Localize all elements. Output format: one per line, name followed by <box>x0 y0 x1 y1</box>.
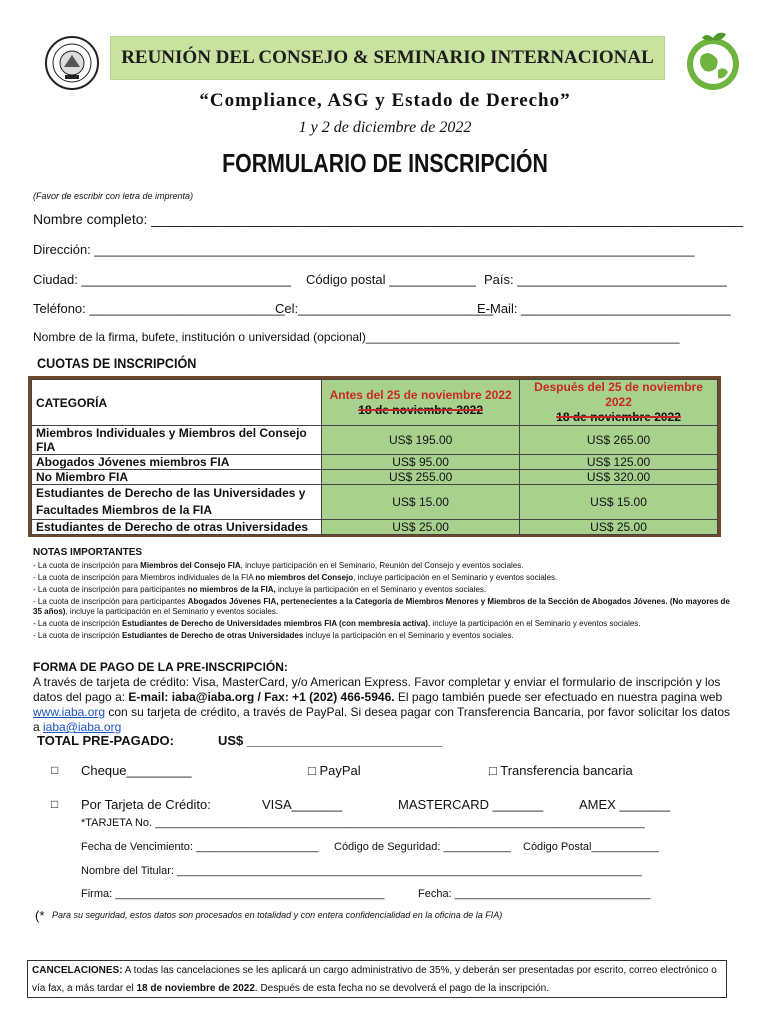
after-old-date: 18 de noviembre 2022 <box>556 410 681 424</box>
note-item: - La cuota de inscripción Estudiantes de Derecho de Universidades miembros FIA (con membresía activa), incluye la participación en el Seminario y eventos sociales. <box>33 619 641 628</box>
note-item: - La cuota de inscripción para participantes Abogados Jóvenes FIA, pertenecientes a la Categoría de Miembros Menores y Miembros de la Sección de Abogados Jóvenes. (No mayores de 35 años), incluye la participación en el Seminario y eventos sociales. <box>33 597 730 616</box>
note-item: - La cuota de inscripción para participantes no miembros de la FIA, incluye la participación en el Seminario y eventos sociales. <box>33 585 487 594</box>
card-option: Por Tarjeta de Crédito: <box>81 797 211 812</box>
fee-after: US$ 125.00 <box>520 455 718 470</box>
fee-category: Estudiantes de Derecho de otras Universidades <box>32 520 322 535</box>
before-date: Antes del 25 de noviembre 2022 <box>329 387 512 402</box>
event-dates: 1 y 2 de diciembre de 2022 <box>298 119 472 136</box>
fees-header-row <box>32 380 718 426</box>
email-field[interactable]: E-Mail: _____________________________ <box>477 301 731 316</box>
total-label: TOTAL PRE-PAGADO: <box>37 733 174 748</box>
fee-before: US$ 195.00 <box>322 426 520 455</box>
phone-field[interactable]: Teléfono: ___________________________ <box>33 301 285 316</box>
fees-table <box>28 376 721 537</box>
before-header <box>322 380 520 426</box>
iaba-seal-logo <box>44 35 100 91</box>
security-code-field[interactable]: Código de Seguridad: ___________ <box>334 841 511 853</box>
zip-field[interactable]: Código postal ____________ <box>306 272 476 287</box>
print-note: (Favor de escribir con letra de imprenta) <box>33 191 194 201</box>
address-field[interactable]: Dirección: ___________________________________________________________________________________ <box>33 242 695 257</box>
payment-text: A través de tarjeta de crédito: Visa, MasterCard, y/o American Express. Favor completar y enviar el formulario de inscripción y los datos del pago a: E-mail: iaba@iaba.org / Fax: +1 (202) 466-5946. El pago también puede ser efectuado en nuestra pagina web www.iaba.org con su tarjeta de crédito, a través de PayPal. Si desea pagar con Transferencia Bancaria, por favor solicitar los datos a iaba@iaba.org <box>33 675 731 734</box>
transfer-option[interactable]: □ Transferencia bancaria <box>489 763 633 778</box>
security-note-open: (* <box>35 908 45 923</box>
firm-field[interactable]: Nombre de la firma, bufete, institución o universidad (opcional)_______________________________________________ <box>33 330 680 344</box>
cancellation-box: CANCELACIONES: A todas las cancelaciones se les aplicará un cargo administrativo de 35%, y deberán ser presentadas por escrito, correo electrónico o vía fax, a más tardar el 18 de noviembre de 2022. Después de esta fecha no se devolverá el pago de la inscripción. <box>27 960 727 998</box>
category-header <box>32 380 322 426</box>
fee-row <box>32 520 718 535</box>
fee-category: No Miembro FIA <box>32 470 322 485</box>
fee-category: Miembros Individuales y Miembros del Consejo FIA <box>32 426 322 455</box>
fee-after: US$ 15.00 <box>520 485 718 520</box>
form-title: FORMULARIO DE INSCRIPCIÓN <box>222 148 548 178</box>
paypal-option[interactable]: □ PayPal <box>308 763 361 778</box>
postal-code-field[interactable]: Código Postal___________ <box>523 841 659 853</box>
card-holder-field[interactable]: Nombre del Titular: ____________________________________________________________________________ <box>81 865 642 877</box>
after-header <box>520 380 718 426</box>
signature-field[interactable]: Firma: ____________________________________________ <box>81 888 385 900</box>
check-checkbox[interactable]: □ <box>51 763 59 777</box>
green-globe-logo <box>684 30 742 92</box>
website-link[interactable]: www.iaba.org <box>33 705 106 719</box>
fee-before: US$ 255.00 <box>322 470 520 485</box>
total-field[interactable]: US$ ___________________________ <box>218 733 443 748</box>
fees-title: CUOTAS DE INSCRIPCIÓN <box>37 355 197 371</box>
cancellation-label: CANCELACIONES: <box>32 965 123 976</box>
card-number-field[interactable]: *TARJETA No. ________________________________________________________________________________ <box>81 817 645 829</box>
fee-before: US$ 95.00 <box>322 455 520 470</box>
fee-after: US$ 265.00 <box>520 426 718 455</box>
notes-title: NOTAS IMPORTANTES <box>33 547 143 558</box>
fee-category: Abogados Jóvenes miembros FIA <box>32 455 322 470</box>
note-item: - La cuota de inscripción para Miembros del Consejo FIA, incluye participación en el Seminario, Reunión del Consejo y eventos sociales. <box>33 561 524 570</box>
check-option: Cheque_________ <box>81 763 192 778</box>
fee-row <box>32 485 718 520</box>
before-old-date: 18 de noviembre 2022 <box>358 402 483 417</box>
fee-after: US$ 25.00 <box>520 520 718 535</box>
fee-category: Estudiantes de Derecho de las Universidades y Facultades Miembros de la FIA <box>32 485 322 520</box>
fee-after: US$ 320.00 <box>520 470 718 485</box>
event-subtitle: “Compliance, ASG y Estado de Derecho” <box>199 90 571 111</box>
card-checkbox[interactable]: □ <box>51 797 59 811</box>
country-field[interactable]: País: _____________________________ <box>484 272 727 287</box>
date-field[interactable]: Fecha: ________________________________ <box>418 888 651 900</box>
email-link[interactable]: iaba@iaba.org <box>43 720 122 734</box>
mastercard-field[interactable]: MASTERCARD _______ <box>398 797 544 812</box>
city-field[interactable]: Ciudad: _____________________________ <box>33 272 292 287</box>
amex-field[interactable]: AMEX _______ <box>579 797 671 812</box>
important-notes <box>33 547 733 643</box>
fee-before: US$ 15.00 <box>322 485 520 520</box>
after-date: Después del 25 de noviembre 2022 <box>534 380 703 409</box>
security-note: Para su seguridad, estos datos son procesados en totalidad y con entera confidencialidad en la oficina de la FIA) <box>52 910 503 920</box>
fee-row <box>32 426 718 455</box>
note-item: - La cuota de inscripción para Miembros individuales de la FIA no miembros del Consejo, incluye participación en el Seminario y eventos sociales. <box>33 573 558 582</box>
payment-info <box>33 660 736 735</box>
note-item: - La cuota de inscripción Estudiantes de Derecho de otras Universidades incluye la participación en el Seminario y eventos sociales. <box>33 631 514 640</box>
fee-row <box>32 470 718 485</box>
payment-title: FORMA DE PAGO DE LA PRE-INSCRIPCIÓN: <box>33 660 288 674</box>
expiry-field[interactable]: Fecha de Vencimiento: ____________________ <box>81 841 319 853</box>
banner-title: REUNIÓN DEL CONSEJO & SEMINARIO INTERNACIONAL <box>121 47 654 68</box>
event-banner <box>110 36 665 80</box>
cell-field[interactable]: Cel:___________________________ <box>275 301 494 316</box>
fee-before: US$ 25.00 <box>322 520 520 535</box>
full-name-field[interactable]: Nombre completo: ____________________________________________________________________________ <box>33 211 744 227</box>
fee-row <box>32 455 718 470</box>
visa-field[interactable]: VISA_______ <box>262 797 343 812</box>
category-header-label: CATEGORÍA <box>36 395 108 410</box>
